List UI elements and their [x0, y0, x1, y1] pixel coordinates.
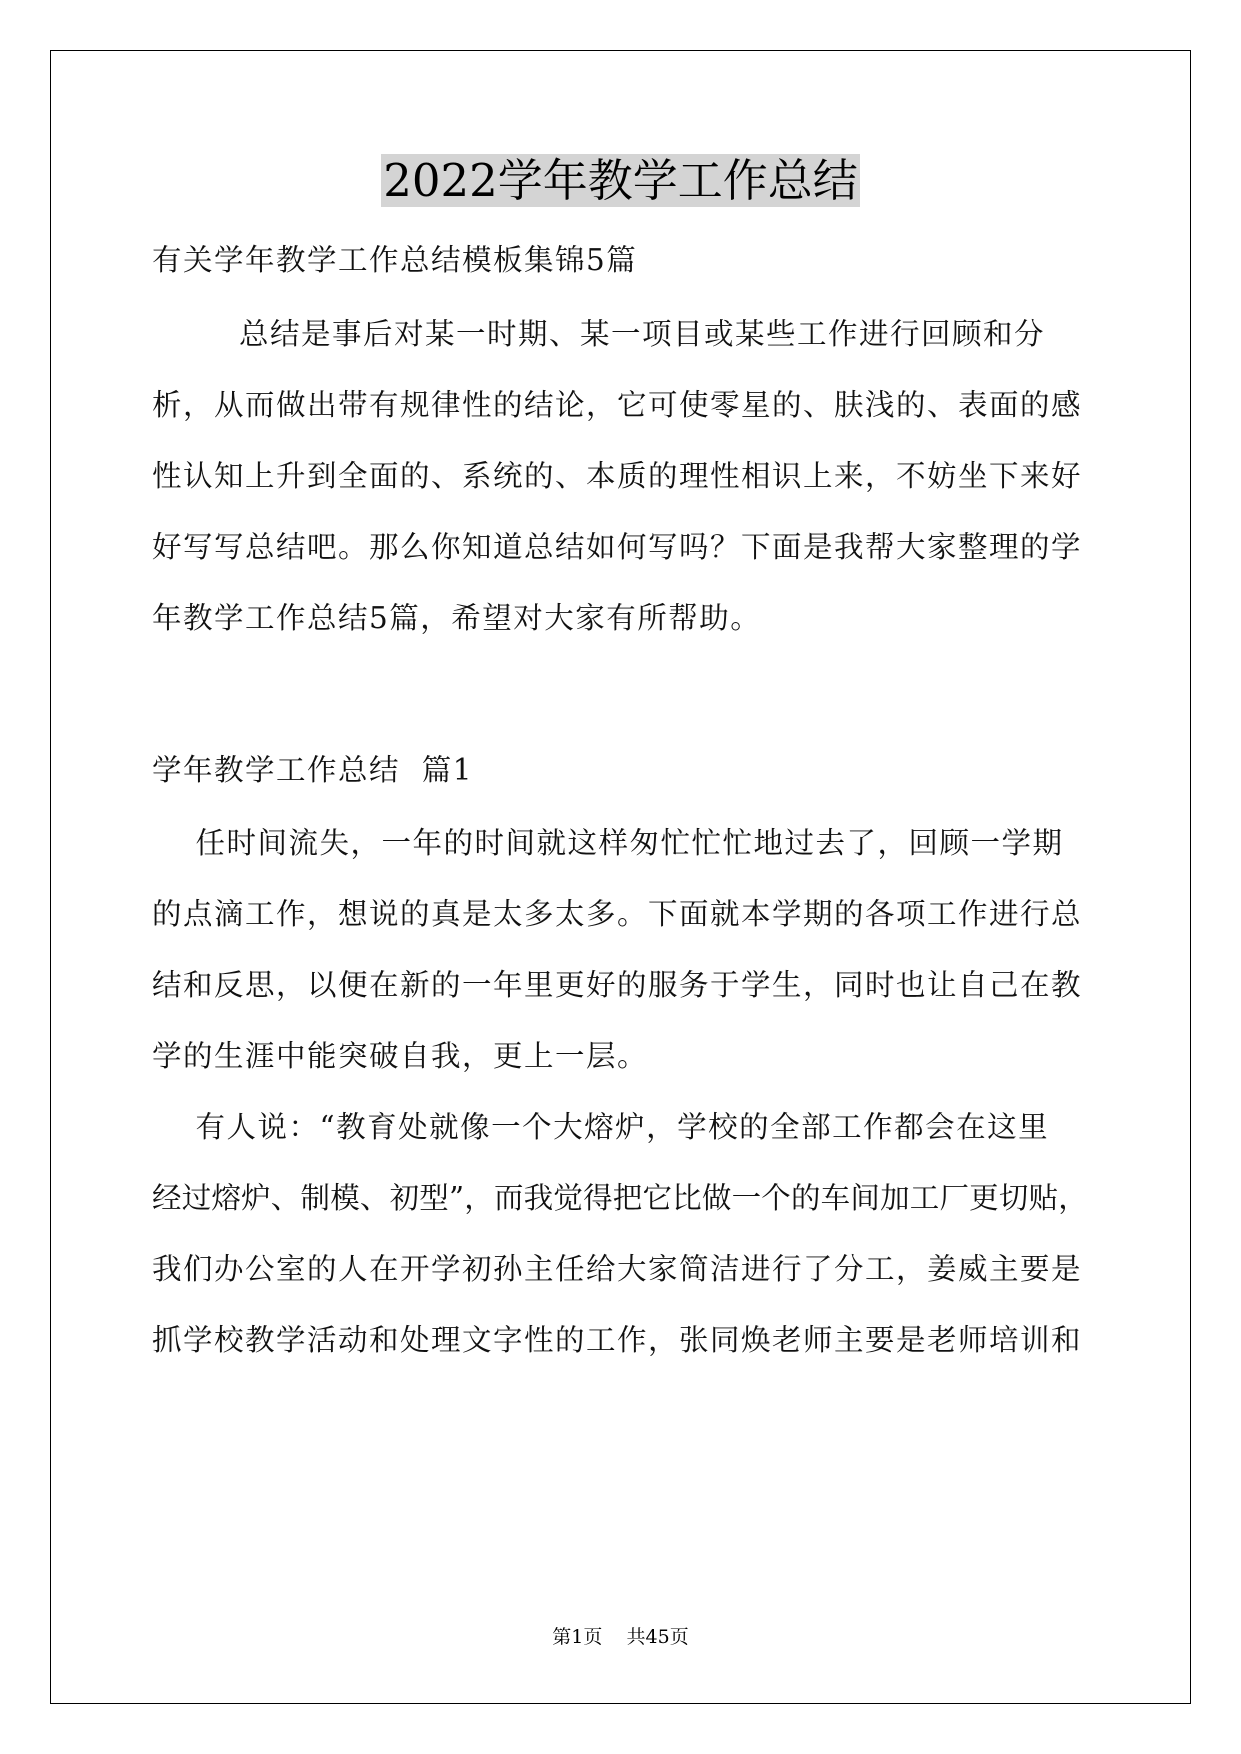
intro-line: 总结是事后对某一时期、某一项目或某些工作进行回顾和分	[152, 317, 1046, 351]
document-subtitle: 有关学年教学工作总结模板集锦5篇	[152, 243, 638, 277]
paragraph-line: 任时间流失，一年的时间就这样匆忙忙忙地过去了，回顾一学期	[152, 826, 1064, 860]
paragraph-line: 学的生涯中能突破自我，更上一层。	[152, 1039, 649, 1073]
paragraph-line: 经过熔炉、制模、初型”，而我觉得把它比做一个的车间加工厂更切贴，	[152, 1181, 1088, 1215]
paragraph-line: 的点滴工作，想说的真是太多太多。下面就本学期的各项工作进行总	[152, 897, 1083, 931]
intro-line: 年教学工作总结5篇，希望对大家有所帮助。	[152, 601, 762, 635]
intro-line: 析，从而做出带有规律性的结论，它可使零星的、肤浅的、表面的感	[152, 388, 1083, 422]
document-title: 2022学年教学工作总结	[383, 154, 858, 207]
page-number-footer: 第1页 共45页	[552, 1626, 689, 1648]
paragraph-line: 抓学校教学活动和处理文字性的工作，张同焕老师主要是老师培训和	[152, 1323, 1083, 1357]
intro-line: 好写写总结吧。那么你知道总结如何写吗？下面是我帮大家整理的学	[152, 530, 1083, 564]
paragraph-line: 结和反思，以便在新的一年里更好的服务于学生，同时也让自己在教	[152, 968, 1083, 1002]
paragraph-line: 有人说：“教育处就像一个大熔炉，学校的全部工作都会在这里	[152, 1110, 1050, 1144]
intro-line: 性认知上升到全面的、系统的、本质的理性相识上来，不妨坐下来好	[152, 459, 1083, 493]
section-heading: 学年教学工作总结 篇1	[152, 753, 474, 787]
page-border	[50, 50, 1191, 1704]
paragraph-line: 我们办公室的人在开学初孙主任给大家简洁进行了分工，姜威主要是	[152, 1252, 1083, 1286]
